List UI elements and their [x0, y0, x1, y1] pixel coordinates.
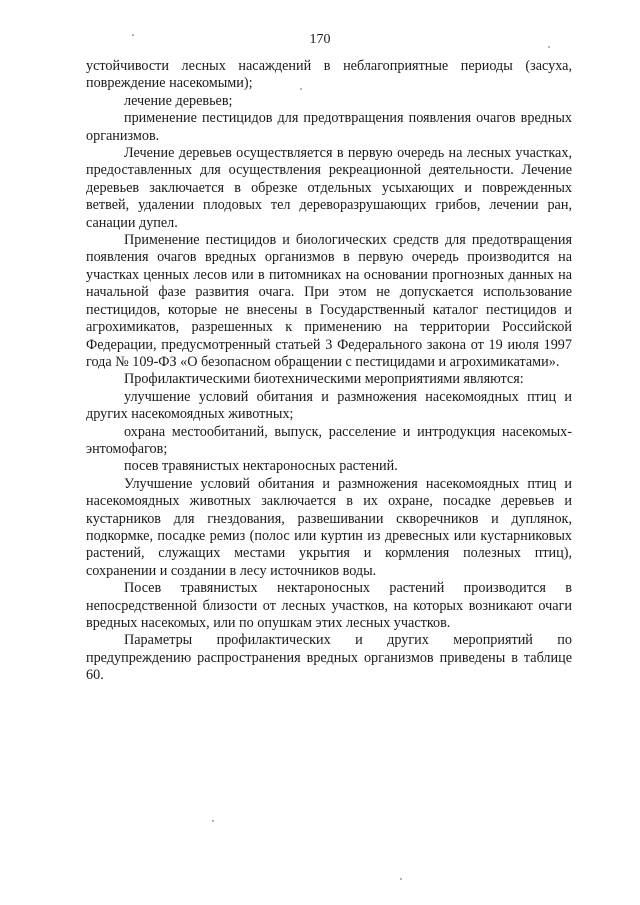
paragraph: охрана местообитаний, выпуск, расселение и интродукция насекомых-энтомофагов; [86, 423, 572, 457]
scan-speck [300, 88, 302, 90]
paragraph: улучшение условий обитания и размножения насекомоядных птиц и других насекомоядных животных; [86, 388, 572, 423]
paragraph: Посев травянистых нектароносных растений производится в непосредственной близости от лесных участков, на которых возникают очаги вредных насекомых, или по опушкам этих лесных участков. [86, 580, 572, 631]
paragraph: Улучшение условий обитания и размножения насекомоядных птиц и насекомоядных животных заключается в их охране, посадке деревьев и кустарников для гнездования, развешивании скворечников и дуплянок, подкормке, посадке ремиз (полос или куртин из древесных или кустарниковых растений, служащих местами укрытия и кормления полезных птиц), сохранении и создании в лесу источников воды. [86, 475, 572, 579]
document-body [86, 58, 572, 685]
scan-speck [400, 878, 402, 880]
paragraph: устойчивости лесных насаждений в неблагоприятные периоды (засуха, повреждение насекомыми); [86, 58, 572, 92]
scan-speck [212, 820, 214, 822]
scan-speck [132, 34, 134, 36]
paragraph: посев травянистых нектароносных растений. [124, 458, 398, 475]
paragraph: применение пестицидов для предотвращения появления очагов вредных организмов. [86, 110, 572, 144]
page-number: 170 [309, 32, 331, 47]
paragraph: Профилактическими биотехническими мероприятиями являются: [124, 371, 524, 388]
paragraph: Применение пестицидов и биологических средств для предотвращения появления очагов вредных организмов в первую очередь производится на участках ценных лесов или в питомниках на основании прогнозных данных на начальной фазе развития очага. При этом не допускается использование пестицидов, которые не внесены в Государственный каталог пестицидов и агрохимикатов, разрешенных к применению на территории Российской Федерации, предусмотренный статьей 3 Федерального закона от 19 июля 1997 года № 109-ФЗ «О безопасном обращении с пестицидами и агрохимикатами». [86, 232, 572, 370]
scan-speck [548, 46, 550, 48]
paragraph: лечение деревьев; [124, 92, 233, 109]
paragraph: Параметры профилактических и других мероприятий по предупреждению распространения вредных организмов приведены в таблице 60. [86, 632, 572, 684]
paragraph: Лечение деревьев осуществляется в первую очередь на лесных участках, предоставленных для осуществления рекреационной деятельности. Лечение деревьев заключается в обрезке отдельных усыхающих и поврежденных ветвей, удалении плодовых тел дереворазрушающих грибов, лечении ран, санации дупел. [86, 145, 572, 231]
